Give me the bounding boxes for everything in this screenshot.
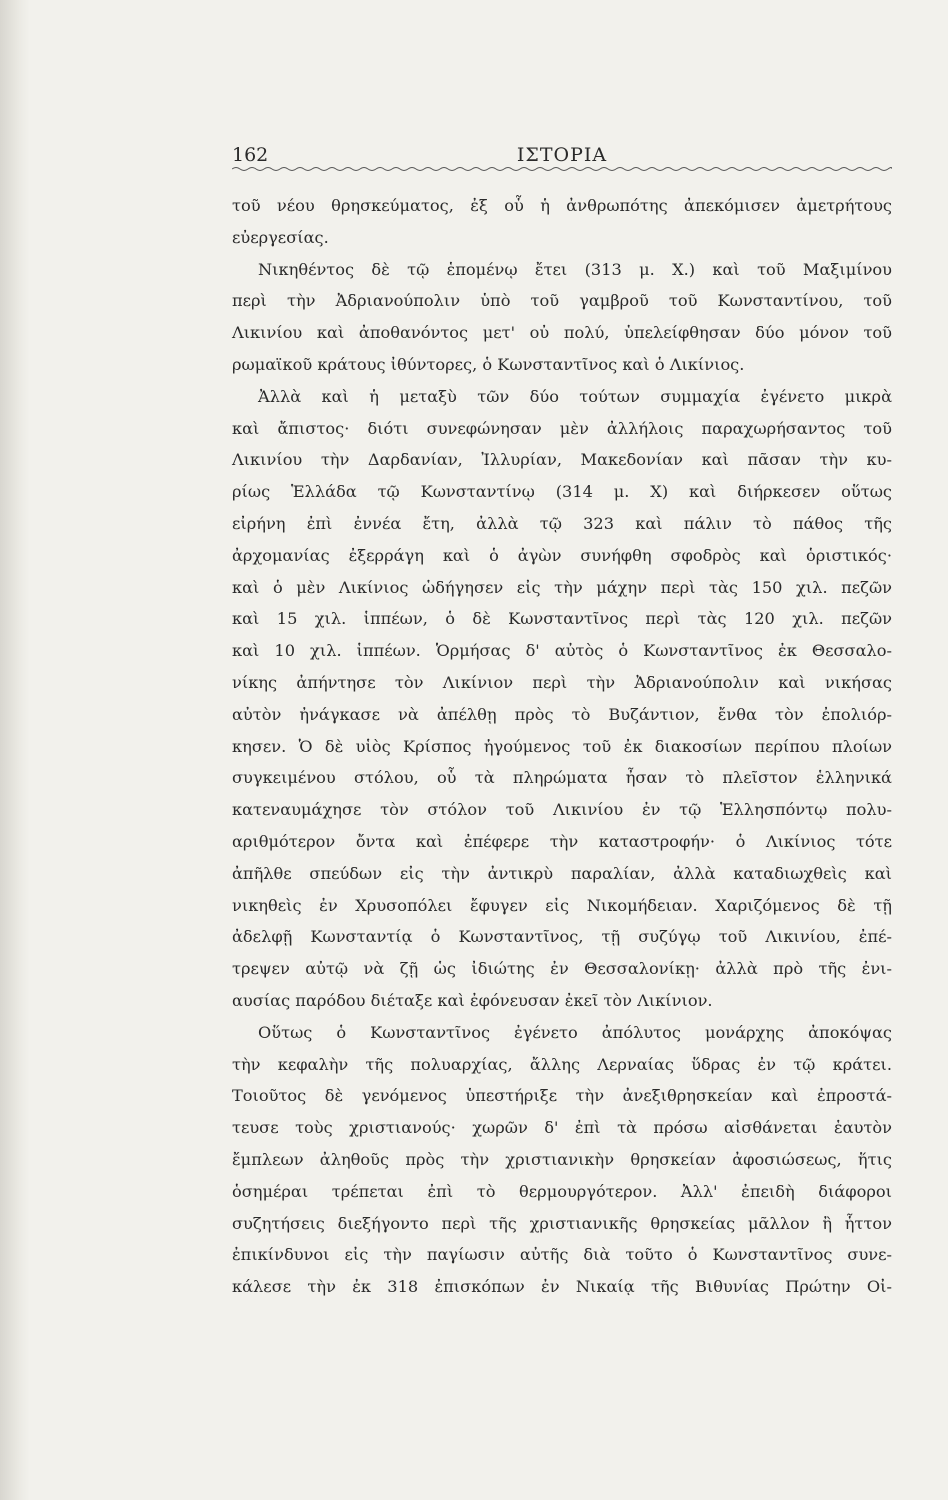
text-line: κησεν. Ὁ δὲ υἱὸς Κρίσπος ἡγούμενος τοῦ ἐκ διακοσίων περίπου πλοίων [232,736,892,756]
text-line: ἔμπλεων ἀληθοῦς πρὸς τὴν χριστιανικὴν θρησκείαν ἀφοσιώσεως, ἥτις [232,1149,892,1169]
text-line: αυσίας παρόδου διέταξε καὶ ἐφόνευσαν ἐκεῖ τὸν Λικίνιον. [232,990,713,1010]
text-line: αὐτὸν ἠνάγκασε νὰ ἀπέλθῃ πρὸς τὸ Βυζάντιον, ἔνθα τὸν ἐπολιόρ- [232,704,892,724]
text-line: Λικινίου τὴν Δαρδανίαν, Ἰλλυρίαν, Μακεδονίαν καὶ πᾶσαν τὴν κυ- [232,450,892,470]
text-line: ἀπῆλθε σπεύδων εἰς τὴν ἀντικρὺ παραλίαν, ἀλλὰ καταδιωχθεὶς καὶ [232,863,892,883]
text-line: τευσε τοὺς χριστιανούς· χωρῶν δ' ἐπὶ τὰ πρόσω αἰσθάνεται ἑαυτὸν [232,1118,892,1138]
text-line: τοῦ νέου θρησκεύματος, ἐξ οὗ ἡ ἀνθρωπότης ἀπεκόμισεν ἀμετρήτους [232,196,892,215]
text-line: Ἀλλὰ καὶ ἡ μεταξὺ τῶν δύο τούτων συμμαχία ἐγένετο μικρὰ [258,386,892,406]
header-wavy-rule [232,166,892,172]
text-line: Τοιοῦτος δὲ γενόμενος ὑπεστήριξε τὴν ἀνεξιθρησκείαν καὶ ἐπροστά- [232,1086,892,1106]
page-number: 162 [232,144,269,166]
text-line: καὶ ἄπιστος· διότι συνεφώνησαν μὲν ἀλλήλοις παραχωρήσαντος τοῦ [232,418,892,438]
text-line: συζητήσεις διεξήγοντο περὶ τῆς χριστιανικῆς θρησκείας μᾶλλον ἢ ἧττον [232,1213,892,1233]
text-line: κατεναυμάχησε τὸν στόλον τοῦ Λικινίου ἐν τῷ Ἑλλησπόντῳ πολυ- [232,800,892,820]
text-line: Νικηθέντος δὲ τῷ ἑπομένῳ ἔτει (313 μ. Χ.) καὶ τοῦ Μαξιμίνου [258,259,892,279]
text-line: ἐπικίνδυνοι εἰς τὴν παγίωσιν αὐτῆς διὰ τοῦτο ὁ Κωνσταντῖνος συνε- [232,1245,892,1265]
text-line: Οὕτως ὁ Κωνσταντῖνος ἐγένετο ἀπόλυτος μονάρχης ἀποκόψας [258,1022,892,1042]
text-line: ὁσημέραι τρέπεται ἐπὶ τὸ θερμουργότερον. Ἀλλ' ἐπειδὴ διάφοροι [232,1181,892,1201]
page-gutter-shadow [0,0,30,1500]
text-line: νικηθεὶς ἐν Χρυσοπόλει ἔφυγεν εἰς Νικομήδειαν. Χαριζόμενος δὲ τῇ [232,895,892,915]
text-line: κάλεσε τὴν ἐκ 318 ἐπισκόπων ἐν Νικαίᾳ τῆς Βιθυνίας Πρώτην Οἰ- [232,1277,892,1297]
text-line: καὶ 15 χιλ. ἱππέων, ὁ δὲ Κωνσταντῖνος περὶ τὰς 120 χιλ. πεζῶν [232,609,892,629]
running-title: ΙΣΤΟΡΙΑ [516,144,608,166]
text-line: εὐεργεσίας. [232,227,329,247]
text-line: νίκης ἀπήντησε τὸν Λικίνιον περὶ τὴν Ἀδριανούπολιν καὶ νικήσας [232,672,892,692]
text-line: Λικινίου καὶ ἀποθανόντος μετ' οὐ πολύ, ὑπελείφθησαν δύο μόνον τοῦ [232,323,892,343]
text-line: τὴν κεφαλὴν τῆς πολυαρχίας, ἄλλης Λερναίας ὕδρας ἐν τῷ κράτει. [232,1054,892,1074]
text-line: τρεψεν αὐτῷ νὰ ζῇ ὡς ἰδιώτης ἐν Θεσσαλονίκῃ· ἀλλὰ πρὸ τῆς ἐνι- [232,959,892,979]
text-line: ἀρχομανίας ἐξερράγη καὶ ὁ ἀγὼν συνήφθη σφοδρὸς καὶ ὁριστικός· [232,545,892,565]
text-line: καὶ 10 χιλ. ἱππέων. Ὁρμήσας δ' αὐτὸς ὁ Κωνσταντῖνος ἐκ Θεσσαλο- [232,641,892,661]
text-line: εἰρήνη ἐπὶ ἐννέα ἔτη, ἀλλὰ τῷ 323 καὶ πάλιν τὸ πάθος τῆς [232,513,892,533]
body-text [232,190,892,1303]
text-line: περὶ τὴν Ἀδριανούπολιν ὑπὸ τοῦ γαμβροῦ τοῦ Κωνσταντίνου, τοῦ [232,291,892,311]
text-line: συγκειμένου στόλου, οὗ τὰ πληρώματα ἦσαν τὸ πλεῖστον ἑλληνικά [232,768,892,788]
text-line: ρωμαϊκοῦ κράτους ἰθύντορες, ὁ Κωνσταντῖνος καὶ ὁ Λικίνιος. [232,354,745,374]
text-line: αριθμότερον ὄντα καὶ ἐπέφερε τὴν καταστροφήν· ὁ Λικίνιος τότε [232,831,892,851]
text-line: καὶ ὁ μὲν Λικίνιος ὡδήγησεν εἰς τὴν μάχην περὶ τὰς 150 χιλ. πεζῶν [232,577,892,597]
text-line: ρίως Ἑλλάδα τῷ Κωνσταντίνῳ (314 μ. Χ) καὶ διήρκεσεν οὕτως [232,482,892,502]
text-line: ἀδελφῇ Κωνσταντίᾳ ὁ Κωνσταντῖνος, τῇ συζύγῳ τοῦ Λικινίου, ἐπέ- [232,927,892,947]
